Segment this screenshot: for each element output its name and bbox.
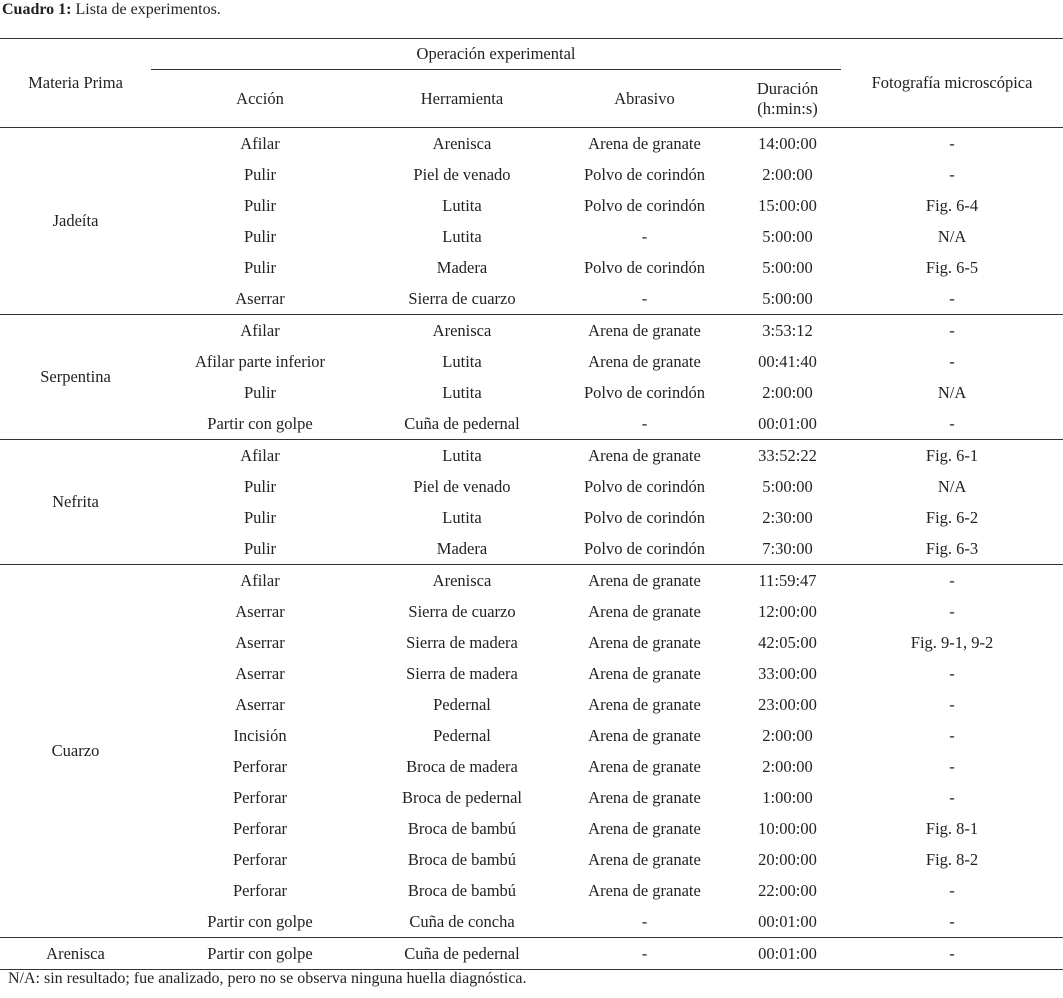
cell-duracion: 22:00:00: [758, 880, 817, 900]
cell-abrasivo: Arena de granate: [588, 663, 701, 683]
cell-duracion: 00:01:00: [734, 938, 841, 970]
cell-duracion: 15:00:00: [758, 195, 817, 215]
cell-accion: Pulir: [243, 476, 277, 496]
cell-herramienta: Pedernal: [433, 694, 491, 714]
cell-abrasivo: Arena de granate: [588, 601, 701, 621]
experiments-table: [0, 38, 1063, 970]
cell-fotografia: -: [949, 911, 955, 931]
cell-duracion: 2:00:00: [762, 725, 813, 745]
cell-herramienta: Sierra de cuarzo: [408, 601, 516, 621]
cell-herramienta: Madera: [436, 257, 488, 277]
table-row: [0, 533, 1063, 565]
header-herramienta: Herramienta: [369, 70, 555, 128]
cell-duracion: 2:00:00: [762, 756, 813, 776]
cell-herramienta: Cuña de pedernal: [369, 938, 555, 970]
cell-accion: Pulir: [243, 538, 277, 558]
table-row: [0, 252, 1063, 283]
cell-fotografia: N/A: [937, 382, 967, 402]
cell-duracion: 00:41:40: [758, 351, 817, 371]
cell-herramienta: Lutita: [442, 382, 482, 402]
cell-duracion: 42:05:00: [758, 632, 817, 652]
table-row: [0, 875, 1063, 906]
table-row: [0, 844, 1063, 875]
cell-abrasivo: Polvo de corindón: [584, 164, 705, 184]
cell-duracion: 00:01:00: [758, 911, 817, 931]
cell-fotografia: -: [949, 694, 955, 714]
table-row: [0, 283, 1063, 315]
cell-fotografia: -: [949, 288, 955, 308]
table-header: [0, 39, 1063, 128]
cell-duracion: 33:00:00: [758, 663, 817, 683]
cell-accion: Afilar parte inferior: [194, 351, 326, 371]
cell-abrasivo: -: [555, 938, 734, 970]
cell-abrasivo: Arena de granate: [588, 694, 701, 714]
table-row: [0, 782, 1063, 813]
cell-duracion: 1:00:00: [762, 787, 813, 807]
cell-materia-prima: Serpentina: [0, 315, 151, 440]
table-row: [0, 377, 1063, 408]
cell-duracion: 20:00:00: [758, 849, 817, 869]
cell-accion: Incisión: [233, 725, 287, 745]
cell-accion: Pulir: [243, 226, 277, 246]
cell-accion: Perforar: [232, 756, 288, 776]
cell-abrasivo: Arena de granate: [588, 632, 701, 652]
cell-fotografia: Fig. 6-1: [841, 440, 1063, 472]
table-row: [0, 689, 1063, 720]
cell-duracion: 2:00:00: [762, 164, 813, 184]
cell-abrasivo: -: [641, 911, 648, 931]
cell-herramienta: Arenisca: [369, 565, 555, 597]
cell-herramienta: Lutita: [369, 440, 555, 472]
table-row: [0, 596, 1063, 627]
header-materia-prima: Materia Prima: [0, 39, 151, 128]
cell-duracion: 23:00:00: [758, 694, 817, 714]
cell-herramienta: Piel de venado: [413, 476, 511, 496]
table-row: [0, 408, 1063, 440]
cell-accion: Aserrar: [235, 288, 285, 308]
cell-accion: Aserrar: [235, 601, 285, 621]
table-row: [0, 906, 1063, 938]
table-row: [0, 440, 1063, 472]
cell-abrasivo: Arena de granate: [588, 787, 701, 807]
table-row: [0, 221, 1063, 252]
cell-duracion: 10:00:00: [758, 818, 817, 838]
header-abrasivo: Abrasivo: [555, 70, 734, 128]
cell-herramienta: Cuña de pedernal: [404, 413, 520, 433]
table-row: [0, 502, 1063, 533]
cell-herramienta: Broca de bambú: [407, 818, 517, 838]
header-fotografia: Fotografía microscópica: [841, 39, 1063, 128]
cell-herramienta: Pedernal: [433, 725, 491, 745]
cell-herramienta: Sierra de madera: [406, 632, 518, 652]
cell-herramienta: Broca de bambú: [407, 880, 517, 900]
table-row: [0, 565, 1063, 597]
cell-duracion: 11:59:47: [734, 565, 841, 597]
cell-fotografia: N/A: [937, 226, 967, 246]
cell-fotografia: Fig. 6-4: [925, 195, 979, 215]
cell-fotografia: -: [841, 938, 1063, 970]
cell-duracion: 5:00:00: [762, 288, 813, 308]
cell-abrasivo: Arena de granate: [555, 565, 734, 597]
table-row: [0, 315, 1063, 347]
cell-duracion: 7:30:00: [762, 538, 813, 558]
cell-fotografia: -: [949, 663, 955, 683]
cell-abrasivo: Arena de granate: [588, 880, 701, 900]
cell-herramienta: Lutita: [442, 226, 482, 246]
cell-herramienta: Arenisca: [369, 315, 555, 347]
cell-abrasivo: Arena de granate: [588, 756, 701, 776]
table-footnote: N/A: sin resultado; fue analizado, pero no se observa ninguna huella diagnóstica.: [8, 970, 527, 987]
table-row: [0, 471, 1063, 502]
cell-fotografia: Fig. 8-1: [925, 818, 979, 838]
table-caption: [2, 0, 221, 20]
cell-herramienta: Sierra de madera: [406, 663, 518, 683]
header-operacion-experimental: Operación experimental: [151, 39, 841, 70]
cell-accion: Aserrar: [235, 632, 285, 652]
cell-duracion: 5:00:00: [762, 257, 813, 277]
cell-accion: Aserrar: [235, 694, 285, 714]
cell-abrasivo: Polvo de corindón: [584, 476, 705, 496]
cell-fotografia: -: [949, 133, 955, 153]
cell-accion: Pulir: [243, 382, 277, 402]
cell-herramienta: Piel de venado: [413, 164, 511, 184]
table-row: [0, 346, 1063, 377]
cell-fotografia: Fig. 6-5: [925, 257, 979, 277]
cell-fotografia: -: [949, 756, 955, 776]
table-row: [0, 627, 1063, 658]
cell-herramienta: Cuña de concha: [409, 911, 515, 931]
cell-accion: Afilar: [151, 315, 369, 347]
caption-text: Lista de experimentos.: [75, 1, 221, 18]
cell-accion: Perforar: [232, 818, 288, 838]
cell-fotografia: -: [949, 413, 955, 433]
table-row: [0, 720, 1063, 751]
cell-abrasivo: Arena de granate: [588, 133, 701, 153]
cell-abrasivo: Arena de granate: [555, 315, 734, 347]
cell-abrasivo: Arena de granate: [588, 849, 701, 869]
cell-accion: Afilar: [240, 133, 280, 153]
cell-fotografia: -: [949, 787, 955, 807]
cell-duracion: 00:01:00: [758, 413, 817, 433]
cell-duracion: 2:30:00: [762, 507, 813, 527]
cell-accion: Afilar: [151, 565, 369, 597]
cell-fotografia: Fig. 9-1, 9-2: [910, 632, 994, 652]
cell-duracion: 3:53:12: [734, 315, 841, 347]
table-row: [0, 751, 1063, 782]
cell-fotografia: -: [949, 351, 955, 371]
table-row: [0, 159, 1063, 190]
caption-label: Cuadro 1:: [2, 1, 72, 18]
header-duracion-line2: (h:min:s): [757, 98, 818, 118]
cell-abrasivo: Arena de granate: [588, 725, 701, 745]
cell-accion: Partir con golpe: [151, 938, 369, 970]
cell-accion: Partir con golpe: [207, 911, 313, 931]
cell-abrasivo: Polvo de corindón: [584, 538, 705, 558]
cell-fotografia: -: [841, 565, 1063, 597]
cell-materia-prima: Jadeíta: [52, 211, 99, 230]
table-row: [0, 938, 1063, 970]
table-row: [0, 128, 1063, 160]
cell-abrasivo: Polvo de corindón: [584, 195, 705, 215]
cell-herramienta: Broca de pedernal: [401, 787, 523, 807]
table-row: [0, 813, 1063, 844]
cell-fotografia: N/A: [937, 476, 967, 496]
cell-abrasivo: Arena de granate: [588, 351, 701, 371]
cell-accion: Aserrar: [235, 663, 285, 683]
cell-accion: Afilar: [151, 440, 369, 472]
table-row: [0, 658, 1063, 689]
cell-herramienta: Madera: [436, 538, 488, 558]
cell-accion: Pulir: [243, 195, 277, 215]
cell-fotografia: Fig. 8-2: [925, 849, 979, 869]
cell-abrasivo: -: [641, 288, 648, 308]
cell-abrasivo: Arena de granate: [588, 818, 701, 838]
table-row: [0, 190, 1063, 221]
cell-fotografia: -: [949, 725, 955, 745]
cell-herramienta: Lutita: [442, 195, 482, 215]
cell-fotografia: -: [949, 164, 955, 184]
cell-herramienta: Arenisca: [432, 133, 492, 153]
header-duracion: [734, 70, 841, 128]
cell-duracion: 5:00:00: [762, 226, 813, 246]
cell-abrasivo: Polvo de corindón: [584, 382, 705, 402]
cell-accion: Perforar: [232, 880, 288, 900]
table-body: [0, 128, 1063, 970]
cell-herramienta: Sierra de cuarzo: [408, 288, 516, 308]
cell-accion: Partir con golpe: [207, 413, 313, 433]
cell-materia-prima: Arenisca: [0, 938, 151, 970]
cell-herramienta: Broca de madera: [406, 756, 518, 776]
cell-duracion: 12:00:00: [758, 601, 817, 621]
cell-fotografia: Fig. 6-2: [925, 507, 979, 527]
cell-accion: Pulir: [243, 507, 277, 527]
cell-abrasivo: -: [641, 226, 648, 246]
cell-accion: Pulir: [243, 164, 277, 184]
cell-accion: Perforar: [232, 787, 288, 807]
cell-materia-prima: Cuarzo: [0, 565, 151, 938]
cell-accion: Pulir: [243, 257, 277, 277]
cell-fotografia: -: [949, 880, 955, 900]
cell-abrasivo: Polvo de corindón: [584, 257, 705, 277]
cell-herramienta: Lutita: [442, 507, 482, 527]
cell-abrasivo: -: [641, 413, 648, 433]
cell-duracion: 5:00:00: [762, 476, 813, 496]
cell-fotografia: Fig. 6-3: [925, 538, 979, 558]
cell-abrasivo: Polvo de corindón: [584, 507, 705, 527]
header-accion: Acción: [151, 70, 369, 128]
cell-fotografia: -: [949, 601, 955, 621]
header-duracion-line1: Duración: [756, 78, 819, 98]
cell-duracion: 33:52:22: [734, 440, 841, 472]
cell-herramienta: Lutita: [442, 351, 482, 371]
cell-duracion: 2:00:00: [762, 382, 813, 402]
cell-duracion: 14:00:00: [758, 133, 817, 153]
cell-materia-prima: Nefrita: [0, 440, 151, 565]
cell-abrasivo: Arena de granate: [555, 440, 734, 472]
cell-fotografia: -: [841, 315, 1063, 347]
cell-accion: Perforar: [232, 849, 288, 869]
cell-herramienta: Broca de bambú: [407, 849, 517, 869]
